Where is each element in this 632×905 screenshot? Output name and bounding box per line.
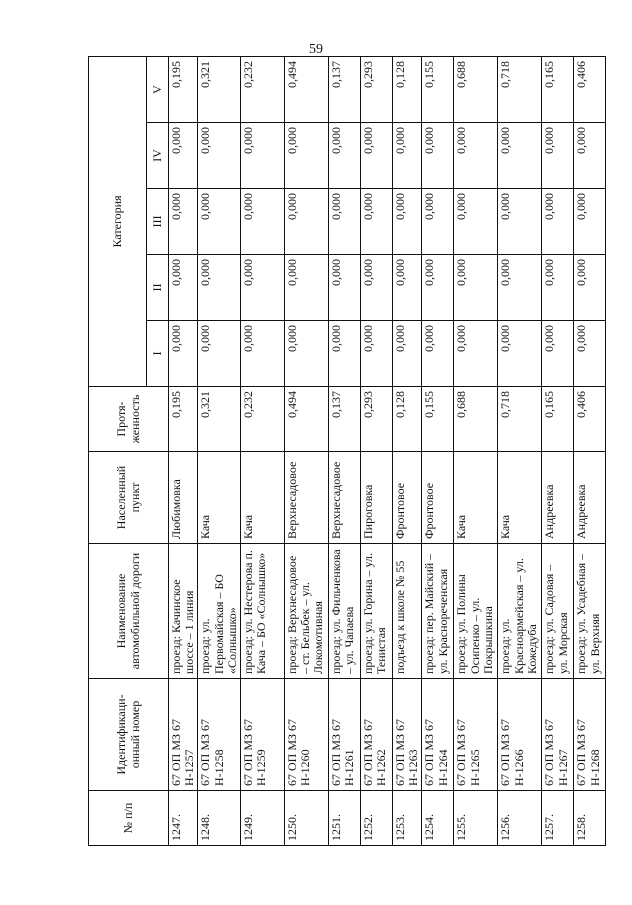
cell-num: 1251.: [328, 791, 360, 846]
cell-category-4: 0,000: [542, 123, 574, 189]
cell-category-3: 0,000: [542, 189, 574, 255]
cell-road-id: 67 ОП МЗ 67 Н-1265: [454, 679, 498, 791]
cell-road-id: 67 ОП МЗ 67 Н-1266: [498, 679, 542, 791]
cell-num: 1256.: [498, 791, 542, 846]
cell-road-id: 67 ОП МЗ 67 Н-1257: [169, 679, 198, 791]
cell-place: Андреевка: [574, 452, 606, 544]
cell-road-id: 67 ОП МЗ 67 Н-1263: [392, 679, 421, 791]
cell-road-id: 67 ОП МЗ 67 Н-1258: [198, 679, 241, 791]
cell-category-1: 0,000: [542, 321, 574, 387]
cell-category-4: 0,000: [169, 123, 198, 189]
cell-category-2: 0,000: [422, 255, 454, 321]
cell-road-id: 67 ОП МЗ 67 Н-1267: [542, 679, 574, 791]
cell-road-name: проезд: пер. Майский – ул. Краснореченская: [422, 544, 454, 679]
cell-category-4: 0,000: [422, 123, 454, 189]
cell-road-name: проезд: ул. Горина – ул. Тенистая: [360, 544, 392, 679]
cell-road-name: проезд: ул. Фильченкова – ул. Чапаева: [328, 544, 360, 679]
cell-road-name: проезд: ул. Красноармейская – ул. Кожедуба: [498, 544, 542, 679]
cell-place: Кача: [454, 452, 498, 544]
cell-road-id: 67 ОП МЗ 67 Н-1260: [284, 679, 328, 791]
cell-category-2: 0,000: [240, 255, 284, 321]
cell-category-1: 0,000: [360, 321, 392, 387]
cell-category-1: 0,000: [198, 321, 241, 387]
cell-place: Пироговка: [360, 452, 392, 544]
cell-length: 0,155: [422, 387, 454, 452]
cell-category-2: 0,000: [574, 255, 606, 321]
page-number: 59: [309, 42, 323, 57]
cell-category-4: 0,000: [284, 123, 328, 189]
cell-category-4: 0,000: [360, 123, 392, 189]
cell-road-name: подъезд к школе № 55: [392, 544, 421, 679]
cell-road-name: проезд: Качинское шоссе – 1 линия: [169, 544, 198, 679]
cell-category-3: 0,000: [198, 189, 241, 255]
cell-category-2: 0,000: [328, 255, 360, 321]
cell-length: 0,232: [240, 387, 284, 452]
cell-category-3: 0,000: [422, 189, 454, 255]
cell-road-id: 67 ОП МЗ 67 Н-1259: [240, 679, 284, 791]
cell-num: 1250.: [284, 791, 328, 846]
header-road-name: Наименование автомобильной дороги: [89, 544, 169, 679]
cell-category-5: 0,232: [240, 56, 284, 122]
cell-category-2: 0,000: [169, 255, 198, 321]
cell-road-name: проезд: ул. Садовая – ул. Морская: [542, 544, 574, 679]
cell-category-2: 0,000: [198, 255, 241, 321]
cell-road-id: 67 ОП МЗ 67 Н-1268: [574, 679, 606, 791]
header-cat-1: I: [147, 321, 169, 387]
cell-category-2: 0,000: [360, 255, 392, 321]
cell-category-5: 0,293: [360, 56, 392, 122]
table-row: [198, 56, 241, 845]
header-category: Категория: [89, 56, 147, 386]
table-row: [169, 56, 198, 845]
cell-category-2: 0,000: [498, 255, 542, 321]
cell-num: 1252.: [360, 791, 392, 846]
cell-num: 1249.: [240, 791, 284, 846]
cell-category-3: 0,000: [574, 189, 606, 255]
cell-length: 0,165: [542, 387, 574, 452]
cell-category-1: 0,000: [169, 321, 198, 387]
cell-num: 1254.: [422, 791, 454, 846]
cell-length: 0,321: [198, 387, 241, 452]
cell-length: 0,128: [392, 387, 421, 452]
cell-category-4: 0,000: [198, 123, 241, 189]
cell-category-4: 0,000: [498, 123, 542, 189]
rotated-table-container: [88, 57, 602, 846]
cell-category-3: 0,000: [360, 189, 392, 255]
header-cat-3: III: [147, 189, 169, 255]
cell-num: 1248.: [198, 791, 241, 846]
table-row: [454, 56, 498, 845]
cell-road-name: проезд: ул. Полины Осипенко – ул. Покрышкина: [454, 544, 498, 679]
cell-road-id: 67 ОП МЗ 67 Н-1261: [328, 679, 360, 791]
cell-num: 1253.: [392, 791, 421, 846]
cell-category-3: 0,000: [498, 189, 542, 255]
cell-place: Кача: [198, 452, 241, 544]
cell-category-5: 0,195: [169, 56, 198, 122]
table-row: [498, 56, 542, 845]
table-row: [240, 56, 284, 845]
header-cat-4: IV: [147, 123, 169, 189]
table-row: [392, 56, 421, 845]
cell-category-5: 0,688: [454, 56, 498, 122]
cell-place: Любимовка: [169, 452, 198, 544]
cell-category-5: 0,494: [284, 56, 328, 122]
cell-category-4: 0,000: [392, 123, 421, 189]
cell-category-5: 0,406: [574, 56, 606, 122]
cell-length: 0,406: [574, 387, 606, 452]
cell-place: Кача: [240, 452, 284, 544]
cell-num: 1247.: [169, 791, 198, 846]
header-cat-5: V: [147, 56, 169, 122]
cell-category-3: 0,000: [240, 189, 284, 255]
cell-category-4: 0,000: [454, 123, 498, 189]
cell-category-1: 0,000: [454, 321, 498, 387]
cell-category-3: 0,000: [169, 189, 198, 255]
cell-category-1: 0,000: [574, 321, 606, 387]
cell-num: 1258.: [574, 791, 606, 846]
cell-length: 0,494: [284, 387, 328, 452]
table-row: [328, 56, 360, 845]
table-row: [360, 56, 392, 845]
cell-length: 0,718: [498, 387, 542, 452]
cell-category-2: 0,000: [542, 255, 574, 321]
cell-road-name: проезд: Верхнесадовое – ст. Бельбек – ул. Локомотивная: [284, 544, 328, 679]
header-length: Протя-женность: [89, 387, 169, 452]
cell-category-1: 0,000: [422, 321, 454, 387]
table-row: [422, 56, 454, 845]
cell-category-1: 0,000: [498, 321, 542, 387]
cell-road-name: проезд: ул. Усадебная – ул. Верхняя: [574, 544, 606, 679]
header-cat-2: II: [147, 255, 169, 321]
header-id: Идентификаци-онный номер: [89, 679, 169, 791]
cell-num: 1255.: [454, 791, 498, 846]
table-row: [542, 56, 574, 845]
cell-category-4: 0,000: [328, 123, 360, 189]
cell-category-1: 0,000: [328, 321, 360, 387]
cell-place: Андреевка: [542, 452, 574, 544]
cell-category-5: 0,165: [542, 56, 574, 122]
cell-category-3: 0,000: [454, 189, 498, 255]
cell-category-2: 0,000: [454, 255, 498, 321]
cell-road-id: 67 ОП МЗ 67 Н-1262: [360, 679, 392, 791]
cell-category-3: 0,000: [392, 189, 421, 255]
header-place: Населенный пункт: [89, 452, 169, 544]
cell-category-2: 0,000: [284, 255, 328, 321]
cell-category-4: 0,000: [240, 123, 284, 189]
cell-category-5: 0,321: [198, 56, 241, 122]
table-body: [169, 56, 606, 845]
cell-category-3: 0,000: [284, 189, 328, 255]
roads-table: [88, 56, 606, 846]
cell-category-1: 0,000: [240, 321, 284, 387]
cell-category-2: 0,000: [392, 255, 421, 321]
cell-road-id: 67 ОП МЗ 67 Н-1264: [422, 679, 454, 791]
cell-length: 0,137: [328, 387, 360, 452]
cell-road-name: проезд: ул. Первомайская – БО «Солнышко»: [198, 544, 241, 679]
cell-num: 1257.: [542, 791, 574, 846]
cell-road-name: проезд: ул. Нестерова п. Кача – БО «Солнышко»: [240, 544, 284, 679]
cell-category-5: 0,155: [422, 56, 454, 122]
cell-category-5: 0,128: [392, 56, 421, 122]
cell-length: 0,293: [360, 387, 392, 452]
cell-category-1: 0,000: [392, 321, 421, 387]
table-row: [284, 56, 328, 845]
cell-place: Фронтовое: [422, 452, 454, 544]
cell-place: Верхнесадовое: [284, 452, 328, 544]
cell-length: 0,195: [169, 387, 198, 452]
cell-category-5: 0,718: [498, 56, 542, 122]
cell-category-5: 0,137: [328, 56, 360, 122]
cell-category-4: 0,000: [574, 123, 606, 189]
cell-place: Кача: [498, 452, 542, 544]
cell-place: Фронтовое: [392, 452, 421, 544]
cell-place: Верхнесадовое: [328, 452, 360, 544]
cell-length: 0,688: [454, 387, 498, 452]
table-row: [574, 56, 606, 845]
cell-category-1: 0,000: [284, 321, 328, 387]
cell-category-3: 0,000: [328, 189, 360, 255]
header-num: № п/п: [89, 791, 169, 846]
